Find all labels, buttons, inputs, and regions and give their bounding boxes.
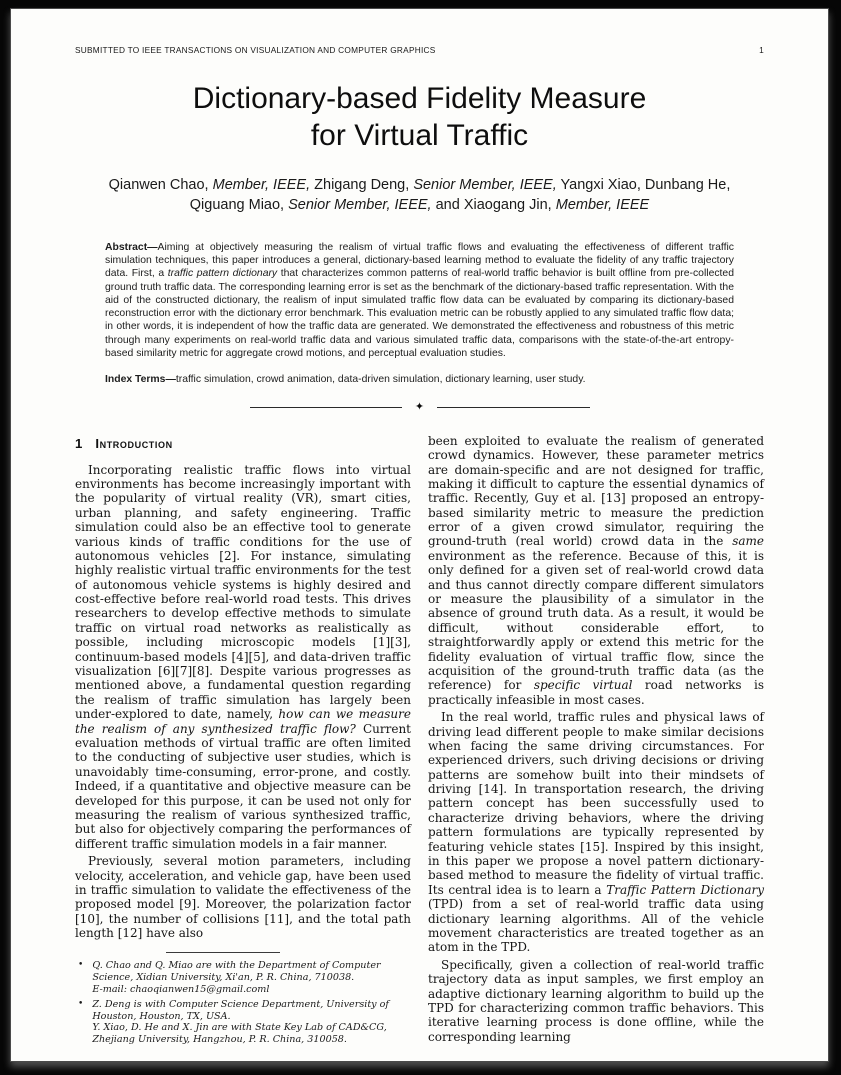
author-line: Qianwen Chao, Member, IEEE, Zhigang Deng, Senior Member, IEEE, Yangxi Xiao, Dunbang He, (108, 177, 731, 193)
divider-rule-left (250, 407, 402, 408)
running-header-text: SUBMITTED TO IEEE TRANSACTIONS ON VISUALIZATION AND COMPUTER GRAPHICS (75, 45, 436, 55)
paragraph: In the real world, traffic rules and physical laws of driving lead different people to make similar decisions when facing the same driving circumstances. For experienced drivers, such driving decisions or driving patterns are somehow built into their mindsets of driving [14]. In transportation research, the driving pattern concept has been successfully used to characterize driving behaviors, where the driving pattern formulations are typically represented by featuring vehicle states [15]. Inspired by this insight, in this paper we propose a novel pattern dictionary-based method to measure the fidelity of virtual traffic. Its central idea is to learn a Traffic Pattern Dictionary (TPD) from a set of real-world traffic data using dictionary learning algorithms. All of the vehicle movement characteristics are treated together as an atom in the TPD. (428, 710, 764, 955)
section-name: Introduction (95, 435, 173, 451)
paragraph: Specifically, given a collection of real-world traffic trajectory data as input samples, we first employ an adaptive dictionary learning algorithm to build up the TPD for characterizing common traffic behaviors. This iterative learning process is done offline, while the corresponding learning (428, 957, 764, 1044)
bullet-icon: • (78, 960, 84, 971)
abstract: Abstract—Aiming at objectively measuring the realism of virtual traffic flows and evaluating the effectiveness of different traffic simulation techniques, this paper introduces a general, dictionary-based learning method to evaluate the fidelity of any traffic trajectory data. First, a traffic pattern dictionary that characterizes common patterns of real-world traffic behavior is built offline from pre-collected ground truth traffic data. The corresponding learning error is set as the benchmark of the dictionary-based traffic representation. With the aid of the constructed dictionary, the realism of input simulated traffic flow data can be evaluated by comparing its dictionary-based reconstruction error with the dictionary error benchmark. This evaluation metric can be robustly applied to any simulated traffic flow data; in other words, it is independent of how the traffic data are generated. We demonstrated the effectiveness and robustness of this metric through many experiments on real-world traffic data and various simulated traffic data, comparisons with the state-of-the-art entropy-based similarity metric for aggregate crowd motions, and perceptual evaluation studies. (105, 241, 734, 360)
footnote-item (75, 999, 411, 1046)
author-list (75, 175, 764, 216)
paragraph: Incorporating realistic traffic flows into virtual environments has become increasingly important with the popularity of virtual reality (VR), smart cities, urban planning, and safety engineering. Traffic simulation could also be an effective tool to generate various kinds of traffic conditions for the use of autonomous vehicles [2]. For instance, simulating highly realistic virtual traffic environments for the test of autonomous vehicle systems is highly desired and cost-effective before real-world road tests. This drives researchers to develop effective methods to simulate traffic on virtual road networks as realistically as possible, including microscopic models [1][3], continuum-based models [4][5], and data-driven traffic visualization [6][7][8]. Despite various progresses as mentioned above, a fundamental question regarding the realism of traffic simulation has largely been under-explored to date, namely, how can we measure the realism of any synthesized traffic flow? Current evaluation methods of virtual traffic are often limited to the conducting of subjective user studies, which is unavoidably time-consuming, error-prone, and costly. Indeed, if a quantitative and objective measure can be developed for this purpose, it can be used not only for measuring the realism of various synthesized traffic, but also for objectively comparing the performances of different traffic simulation models in a fair manner. (75, 462, 412, 851)
section-number: 1 (75, 435, 83, 451)
left-column (75, 434, 412, 1046)
footnote-line: E-mail: chaoqianwen15@gmail.coml (92, 984, 270, 996)
running-header (75, 45, 764, 55)
footnote-line: Q. Chao and Q. Miao are with the Department of Computer Science, Xidian University, Xi'an, P. R. China, 710038. (92, 960, 381, 984)
index-terms: Index Terms—traffic simulation, crowd animation, data-driven simulation, dictionary learning, user study. (105, 374, 586, 386)
two-column-body (75, 433, 764, 1046)
diamond-divider-icon: ✦ (414, 400, 425, 413)
footnote-rule (166, 952, 280, 953)
paper-page (10, 8, 829, 1062)
paragraph: Previously, several motion parameters, including velocity, acceleration, and vehicle gap, have been used in traffic simulation to validate the effectiveness of the proposed model [9]. Moreover, the polarization factor [10], the number of collisions [11], and the total path length [12] have also (75, 854, 411, 941)
paragraph: been exploited to evaluate the realism of generated crowd dynamics. However, these parameter metrics are domain-specific and are not designed for traffic, making it difficult to capture the essential dynamics of traffic. Recently, Guy et al. [13] proposed an entropy-based similarity metric to measure the prediction error of a given crowd simulator, requiring the ground-truth (real world) crowd data in the same environment as the reference. Because of this, it is only defined for a given set of real-world crowd data and thus cannot directly compare different simulators or measure the plausibility of a simulator in the absence of ground truth data. As a result, it would be difficult, without considerable effort, to straightforwardly apply or extend this metric for the fidelity evaluation of virtual traffic flow, since the acquisition of the ground-truth traffic data (as the reference) for specific virtual road networks is practically infeasible in most cases. (428, 433, 764, 707)
page-number: 1 (759, 45, 764, 55)
divider-rule-right (437, 407, 589, 408)
section-divider (250, 402, 590, 413)
paper-title-line1: Dictionary-based Fidelity Measure (192, 82, 647, 115)
footnote-line: Z. Deng is with Computer Science Department, University of Houston, Houston, TX, USA. (92, 998, 389, 1022)
footnote-text (92, 960, 411, 995)
footnote-item (75, 960, 411, 995)
bullet-icon: • (78, 998, 84, 1009)
footnote-line: Y. Xiao, D. He and X. Jin are with State Key Lab of CAD&CG, Zhejiang University, Hangzhou, P. R. China, 310058. (92, 1022, 387, 1046)
footnotes (75, 960, 411, 1046)
footnote-block (75, 940, 411, 1050)
right-column (428, 433, 764, 1044)
footnote-text (92, 999, 411, 1046)
paper-title-line2: for Virtual Traffic (310, 119, 529, 152)
section-heading-introduction (75, 436, 411, 452)
paper-title (75, 80, 764, 154)
author-line: Qiguang Miao, Senior Member, IEEE, and Xiaogang Jin, Member, IEEE (189, 197, 650, 214)
